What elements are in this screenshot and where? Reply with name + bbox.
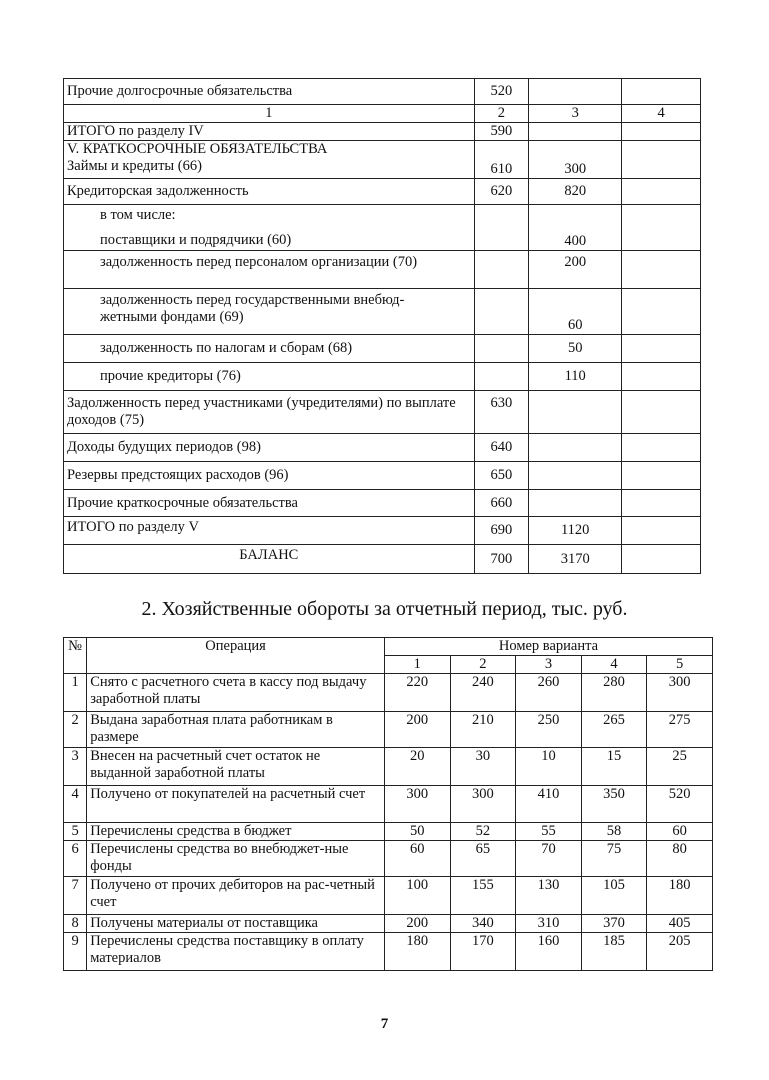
column-numbers-row [64, 105, 701, 123]
row-value: 60 [384, 841, 450, 877]
table-row [64, 915, 713, 933]
row-label: Задолженность перед участниками (учредителями) по выплате доходов (75) [64, 391, 475, 434]
row-code: 700 [474, 545, 528, 574]
row-col4 [622, 335, 701, 363]
variant-header: 2 [450, 656, 516, 674]
row-label [64, 205, 475, 251]
row-value: 50 [529, 335, 622, 363]
row-operation: Перечислены средства поставщику в оплату материалов [87, 933, 385, 971]
table-row [64, 748, 713, 786]
row-value: 58 [581, 823, 647, 841]
table-row [64, 434, 701, 462]
row-value: 170 [450, 933, 516, 971]
row-num: 3 [64, 748, 87, 786]
table-row [64, 79, 701, 105]
table-row [64, 517, 701, 545]
row-col4 [622, 251, 701, 289]
row-code [474, 205, 528, 251]
page-number: 7 [380, 1016, 389, 1032]
row-col4 [622, 462, 701, 490]
row-value: 520 [647, 786, 713, 823]
row-num: 2 [64, 712, 87, 748]
row-operation: Получено от покупателей на расчетный счет [87, 786, 385, 823]
row-value: 100 [384, 877, 450, 915]
variant-header: 4 [581, 656, 647, 674]
row-num: 4 [64, 786, 87, 823]
row-value: 300 [450, 786, 516, 823]
row-value: 260 [516, 674, 582, 712]
row-value: 275 [647, 712, 713, 748]
col-number: 2 [474, 105, 528, 123]
row-label: ИТОГО по разделу IV [64, 123, 475, 141]
row-value: 25 [647, 748, 713, 786]
row-col4 [622, 391, 701, 434]
row-value: 60 [529, 289, 622, 335]
header-operation: Операция [87, 638, 385, 674]
table-row [64, 335, 701, 363]
row-num: 9 [64, 933, 87, 971]
row-value: 1120 [529, 517, 622, 545]
row-value [529, 434, 622, 462]
row-value: 210 [450, 712, 516, 748]
row-col4 [622, 363, 701, 391]
row-operation: Получены материалы от поставщика [87, 915, 385, 933]
row-value: 200 [384, 712, 450, 748]
row-value: 20 [384, 748, 450, 786]
header-num: № [64, 638, 87, 674]
row-value: 110 [529, 363, 622, 391]
row-operation: Выдана заработная плата работникам в размере [87, 712, 385, 748]
row-value: 65 [450, 841, 516, 877]
table-row-total [64, 545, 701, 574]
table-row [64, 877, 713, 915]
table-row [64, 391, 701, 434]
row-value: 30 [450, 748, 516, 786]
row-value: 220 [384, 674, 450, 712]
row-label [64, 289, 475, 335]
row-value [529, 391, 622, 434]
row-code: 520 [474, 79, 528, 105]
table-row [64, 786, 713, 823]
row-value: 3170 [529, 545, 622, 574]
row-num: 7 [64, 877, 87, 915]
section-title: 2. Хозяйственные обороты за отчетный период, тыс. руб. [141, 598, 628, 620]
row-code: 650 [474, 462, 528, 490]
table-row [64, 462, 701, 490]
row-value: 180 [647, 877, 713, 915]
header-variant: Номер варианта [384, 638, 712, 656]
col-number: 4 [622, 105, 701, 123]
row-value [529, 123, 622, 141]
table-row [64, 289, 701, 335]
table-row [64, 123, 701, 141]
row-operation: Внесен на расчетный счет остаток не выданной заработной платы [87, 748, 385, 786]
row-value [529, 462, 622, 490]
row-value: 400 [529, 205, 622, 251]
variant-header: 5 [647, 656, 713, 674]
row-label-line2: жетными фондами (69) [100, 309, 244, 325]
row-col4 [622, 123, 701, 141]
row-col4 [622, 179, 701, 205]
row-value: 155 [450, 877, 516, 915]
row-col4 [622, 79, 701, 105]
table-row [64, 490, 701, 517]
row-value: 105 [581, 877, 647, 915]
row-num: 1 [64, 674, 87, 712]
row-value: 80 [647, 841, 713, 877]
row-value: 280 [581, 674, 647, 712]
row-value: 350 [581, 786, 647, 823]
row-value: 180 [384, 933, 450, 971]
including-label: в том числе: [100, 206, 176, 223]
row-code: 620 [474, 179, 528, 205]
row-code: 610 [474, 141, 528, 179]
row-code: 590 [474, 123, 528, 141]
row-col4 [622, 545, 701, 574]
row-value: 820 [529, 179, 622, 205]
row-label: задолженность по налогам и сборам (68) [64, 335, 475, 363]
table-row [64, 251, 701, 289]
row-value: 60 [647, 823, 713, 841]
row-value [529, 490, 622, 517]
row-value: 75 [581, 841, 647, 877]
row-code: 660 [474, 490, 528, 517]
row-value: 370 [581, 915, 647, 933]
row-value: 340 [450, 915, 516, 933]
row-value: 300 [384, 786, 450, 823]
row-value: 300 [647, 674, 713, 712]
row-col4 [622, 490, 701, 517]
table-row [64, 933, 713, 971]
row-col4 [622, 517, 701, 545]
row-value: 160 [516, 933, 582, 971]
row-label: прочие кредиторы (76) [64, 363, 475, 391]
row-value: 310 [516, 915, 582, 933]
row-value: 405 [647, 915, 713, 933]
row-operation: Снято с расчетного счета в кассу под выдачу заработной платы [87, 674, 385, 712]
row-label [64, 141, 475, 179]
section-heading: V. КРАТКОСРОЧНЫЕ ОБЯЗАТЕЛЬСТВА [67, 141, 328, 157]
row-label: Прочие краткосрочные обязательства [64, 490, 475, 517]
balance-label: БАЛАНС [64, 545, 475, 574]
table-row [64, 205, 701, 251]
row-value: 10 [516, 748, 582, 786]
row-code: 690 [474, 517, 528, 545]
row-code: 630 [474, 391, 528, 434]
table-row [64, 712, 713, 748]
row-col4 [622, 141, 701, 179]
row-value: 130 [516, 877, 582, 915]
row-code [474, 335, 528, 363]
row-label: Кредиторская задолженность [64, 179, 475, 205]
row-value: 265 [581, 712, 647, 748]
col-number: 1 [64, 105, 475, 123]
row-value: 15 [581, 748, 647, 786]
table-row [64, 363, 701, 391]
row-col4 [622, 434, 701, 462]
row-operation: Перечислены средства в бюджет [87, 823, 385, 841]
row-label: Прочие долгосрочные обязательства [64, 79, 475, 105]
row-num: 8 [64, 915, 87, 933]
row-operation: Перечислены средства во внебюджет-ные фонды [87, 841, 385, 877]
row-operation: Получено от прочих дебиторов на рас-четный счет [87, 877, 385, 915]
table-row [64, 823, 713, 841]
row-sublabel: Займы и кредиты (66) [67, 158, 202, 174]
header-row [64, 638, 713, 656]
table-row [64, 141, 701, 179]
row-label: Доходы будущих периодов (98) [64, 434, 475, 462]
row-value: 410 [516, 786, 582, 823]
row-num: 5 [64, 823, 87, 841]
row-num: 6 [64, 841, 87, 877]
row-value [529, 79, 622, 105]
row-value: 55 [516, 823, 582, 841]
col-number: 3 [529, 105, 622, 123]
row-code [474, 363, 528, 391]
row-label: задолженность перед персоналом организации (70) [64, 251, 475, 289]
variant-header: 3 [516, 656, 582, 674]
row-value: 50 [384, 823, 450, 841]
operations-table [63, 637, 713, 971]
row-value: 250 [516, 712, 582, 748]
table-row [64, 674, 713, 712]
row-col4 [622, 289, 701, 335]
row-col4 [622, 205, 701, 251]
row-code: 640 [474, 434, 528, 462]
row-label-line1: задолженность перед государственными внебюд- [100, 292, 405, 308]
row-value: 185 [581, 933, 647, 971]
row-value: 240 [450, 674, 516, 712]
row-value: 52 [450, 823, 516, 841]
variant-header: 1 [384, 656, 450, 674]
row-sublabel: поставщики и подрядчики (60) [100, 231, 292, 248]
row-label: Резервы предстоящих расходов (96) [64, 462, 475, 490]
row-value: 300 [529, 141, 622, 179]
row-value: 70 [516, 841, 582, 877]
row-code [474, 251, 528, 289]
row-value: 205 [647, 933, 713, 971]
row-value: 200 [384, 915, 450, 933]
balance-liabilities-table [63, 78, 701, 574]
row-value: 200 [529, 251, 622, 289]
row-code [474, 289, 528, 335]
row-label: ИТОГО по разделу V [64, 517, 475, 545]
table-row [64, 179, 701, 205]
table-row [64, 841, 713, 877]
